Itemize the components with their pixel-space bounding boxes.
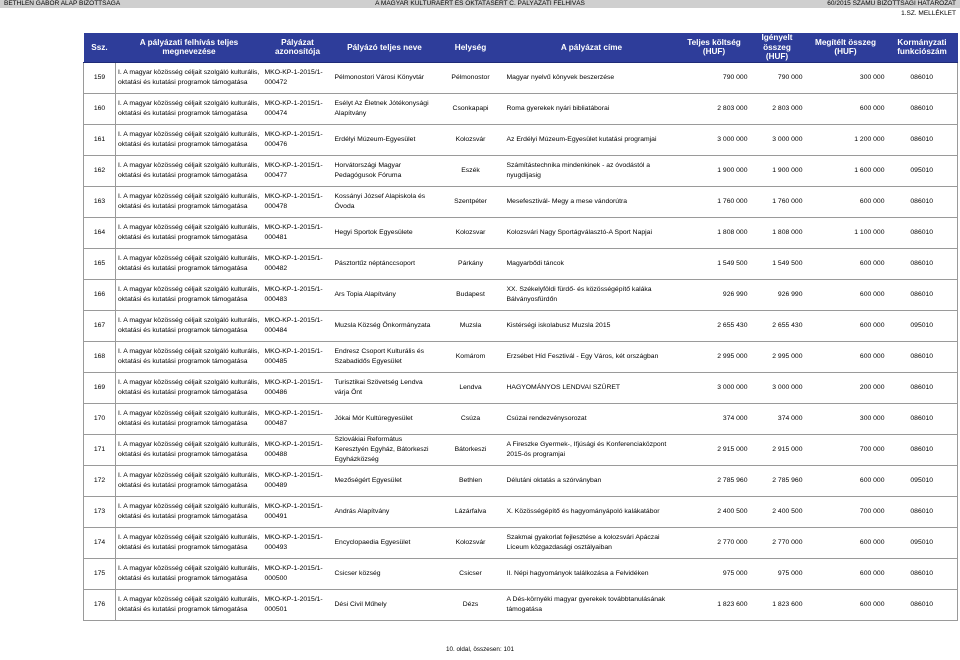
row-city: Csonkapapi xyxy=(437,93,505,124)
row-call-name: I. A magyar közösség céljait szolgáló kulturális, oktatási és kutatási programok támogatása xyxy=(116,62,263,93)
row-granted-amount: 600 000 xyxy=(805,93,887,124)
row-number: 163 xyxy=(84,186,116,217)
table-row xyxy=(84,124,958,155)
row-project-title: Az Erdélyi Múzeum-Egyesület kutatási programjai xyxy=(505,124,679,155)
row-application-id: MKO-KP-1-2015/1-000478 xyxy=(263,186,333,217)
row-number: 170 xyxy=(84,403,116,434)
row-application-id: MKO-KP-1-2015/1-000477 xyxy=(263,155,333,186)
table-body xyxy=(84,62,958,620)
row-function-code: 086010 xyxy=(887,496,958,527)
col-header-call: A pályázati felhívás teljes megnevezése xyxy=(116,33,263,62)
col-header-city: Helység xyxy=(437,33,505,62)
row-granted-amount: 600 000 xyxy=(805,589,887,620)
row-requested-amount: 1 760 000 xyxy=(750,186,805,217)
row-granted-amount: 600 000 xyxy=(805,341,887,372)
row-function-code: 086010 xyxy=(887,248,958,279)
row-application-id: MKO-KP-1-2015/1-000487 xyxy=(263,403,333,434)
row-city: Csicser xyxy=(437,558,505,589)
row-requested-amount: 2 770 000 xyxy=(750,527,805,558)
table-row xyxy=(84,186,958,217)
row-number: 162 xyxy=(84,155,116,186)
col-header-title: A pályázat címe xyxy=(505,33,679,62)
row-granted-amount: 600 000 xyxy=(805,527,887,558)
row-applicant: Mezőségért Egyesület xyxy=(333,465,437,496)
row-project-title: Magyar nyelvű könyvek beszerzése xyxy=(505,62,679,93)
col-header-requested: Igényelt összeg (HUF) xyxy=(750,33,805,62)
row-requested-amount: 3 000 000 xyxy=(750,372,805,403)
row-number: 161 xyxy=(84,124,116,155)
row-function-code: 086010 xyxy=(887,558,958,589)
row-application-id: MKO-KP-1-2015/1-000472 xyxy=(263,62,333,93)
row-requested-amount: 3 000 000 xyxy=(750,124,805,155)
row-granted-amount: 700 000 xyxy=(805,496,887,527)
row-city: Lázárfalva xyxy=(437,496,505,527)
row-number: 169 xyxy=(84,372,116,403)
row-function-code: 086010 xyxy=(887,434,958,465)
row-project-title: XX. Székelyföldi fürdő- és közösségépítő kaláka Bálványosfürdőn xyxy=(505,279,679,310)
row-granted-amount: 600 000 xyxy=(805,558,887,589)
row-project-title: HAGYOMÁNYOS LENDVAI SZÜRET xyxy=(505,372,679,403)
row-number: 160 xyxy=(84,93,116,124)
row-application-id: MKO-KP-1-2015/1-000485 xyxy=(263,341,333,372)
row-call-name: I. A magyar közösség céljait szolgáló kulturális, oktatási és kutatási programok támogatása xyxy=(116,465,263,496)
row-applicant: Szlovákiai Református Keresztyén Egyház, Bátorkeszi Egyházközség xyxy=(333,434,437,465)
row-function-code: 086010 xyxy=(887,124,958,155)
table-row xyxy=(84,589,958,620)
col-header-total: Teljes költség (HUF) xyxy=(679,33,750,62)
row-total-cost: 975 000 xyxy=(679,558,750,589)
header-resolution: 60/2015 SZÁMÚ BIZOTTSÁGI HATÁROZAT xyxy=(827,0,956,7)
row-function-code: 086010 xyxy=(887,403,958,434)
row-applicant: Pásztortűz néptánccsoport xyxy=(333,248,437,279)
row-project-title: Magyarbődi táncok xyxy=(505,248,679,279)
row-total-cost: 3 000 000 xyxy=(679,124,750,155)
row-granted-amount: 600 000 xyxy=(805,279,887,310)
row-applicant: Encyclopaedia Egyesület xyxy=(333,527,437,558)
row-call-name: I. A magyar közösség céljait szolgáló kulturális, oktatási és kutatási programok támogatása xyxy=(116,155,263,186)
row-call-name: I. A magyar közösség céljait szolgáló kulturális, oktatási és kutatási programok támogatása xyxy=(116,124,263,155)
row-project-title: Kolozsvári Nagy Sportágválasztó-A Sport Napjai xyxy=(505,217,679,248)
row-city: Kolozsvár xyxy=(437,527,505,558)
row-requested-amount: 1 900 000 xyxy=(750,155,805,186)
row-application-id: MKO-KP-1-2015/1-000474 xyxy=(263,93,333,124)
table-row xyxy=(84,527,958,558)
row-requested-amount: 1 808 000 xyxy=(750,217,805,248)
row-granted-amount: 600 000 xyxy=(805,186,887,217)
row-call-name: I. A magyar közösség céljait szolgáló kulturális, oktatási és kutatási programok támogatása xyxy=(116,496,263,527)
row-application-id: MKO-KP-1-2015/1-000481 xyxy=(263,217,333,248)
table-header-row xyxy=(84,33,958,62)
row-applicant: Dési Civil Műhely xyxy=(333,589,437,620)
row-total-cost: 2 803 000 xyxy=(679,93,750,124)
row-city: Lendva xyxy=(437,372,505,403)
row-project-title: Roma gyerekek nyári bibliatáborai xyxy=(505,93,679,124)
row-number: 166 xyxy=(84,279,116,310)
row-requested-amount: 790 000 xyxy=(750,62,805,93)
row-applicant: Horvátországi Magyar Pedagógusok Fóruma xyxy=(333,155,437,186)
table-row xyxy=(84,465,958,496)
row-city: Csúza xyxy=(437,403,505,434)
row-city: Szentpéter xyxy=(437,186,505,217)
row-application-id: MKO-KP-1-2015/1-000491 xyxy=(263,496,333,527)
grant-table-container xyxy=(83,33,957,621)
row-applicant: Erdélyi Múzeum-Egyesület xyxy=(333,124,437,155)
grant-table xyxy=(83,33,958,621)
table-row xyxy=(84,93,958,124)
table-row xyxy=(84,403,958,434)
row-granted-amount: 200 000 xyxy=(805,372,887,403)
row-applicant: Jókai Mór Kultúregyesület xyxy=(333,403,437,434)
page-footer: 10. oldal, összesen: 101 xyxy=(446,646,514,653)
row-application-id: MKO-KP-1-2015/1-000493 xyxy=(263,527,333,558)
row-requested-amount: 374 000 xyxy=(750,403,805,434)
row-city: Budapest xyxy=(437,279,505,310)
row-total-cost: 3 000 000 xyxy=(679,372,750,403)
row-requested-amount: 926 990 xyxy=(750,279,805,310)
row-granted-amount: 1 100 000 xyxy=(805,217,887,248)
row-function-code: 086010 xyxy=(887,341,958,372)
row-project-title: Mesefesztivál- Megy a mese vándorútra xyxy=(505,186,679,217)
row-function-code: 095010 xyxy=(887,155,958,186)
row-total-cost: 1 760 000 xyxy=(679,186,750,217)
row-function-code: 086010 xyxy=(887,217,958,248)
row-number: 173 xyxy=(84,496,116,527)
row-number: 165 xyxy=(84,248,116,279)
row-requested-amount: 2 915 000 xyxy=(750,434,805,465)
row-granted-amount: 1 600 000 xyxy=(805,155,887,186)
row-project-title: Kistérségi iskolabusz Muzsla 2015 xyxy=(505,310,679,341)
header-call-title: A MAGYAR KULTÚRÁÉRT ÉS OKTATÁSÉRT C. PÁLYÁZATI FELHÍVÁS xyxy=(375,0,585,7)
table-row xyxy=(84,310,958,341)
table-row xyxy=(84,279,958,310)
row-call-name: I. A magyar közösség céljait szolgáló kulturális, oktatási és kutatási programok támogatása xyxy=(116,310,263,341)
row-number: 159 xyxy=(84,62,116,93)
row-call-name: I. A magyar közösség céljait szolgáló kulturális, oktatási és kutatási programok támogatása xyxy=(116,217,263,248)
row-number: 176 xyxy=(84,589,116,620)
row-call-name: I. A magyar közösség céljait szolgáló kulturális, oktatási és kutatási programok támogatása xyxy=(116,341,263,372)
table-row xyxy=(84,155,958,186)
row-granted-amount: 300 000 xyxy=(805,62,887,93)
row-call-name: I. A magyar közösség céljait szolgáló kulturális, oktatási és kutatási programok támogatása xyxy=(116,186,263,217)
table-row xyxy=(84,217,958,248)
row-function-code: 086010 xyxy=(887,186,958,217)
row-total-cost: 1 900 000 xyxy=(679,155,750,186)
row-function-code: 095010 xyxy=(887,310,958,341)
row-city: Pélmonostor xyxy=(437,62,505,93)
row-application-id: MKO-KP-1-2015/1-000486 xyxy=(263,372,333,403)
row-total-cost: 2 655 430 xyxy=(679,310,750,341)
row-call-name: I. A magyar közösség céljait szolgáló kulturális, oktatási és kutatási programok támogatása xyxy=(116,589,263,620)
row-granted-amount: 700 000 xyxy=(805,434,887,465)
table-row xyxy=(84,372,958,403)
table-row xyxy=(84,434,958,465)
row-application-id: MKO-KP-1-2015/1-000488 xyxy=(263,434,333,465)
row-application-id: MKO-KP-1-2015/1-000476 xyxy=(263,124,333,155)
row-project-title: Csúzai rendezvénysorozat xyxy=(505,403,679,434)
row-project-title: Erzsébet Híd Fesztivál - Egy Város, két országban xyxy=(505,341,679,372)
row-application-id: MKO-KP-1-2015/1-000482 xyxy=(263,248,333,279)
row-project-title: II. Népi hagyományok találkozása a Felvidéken xyxy=(505,558,679,589)
row-city: Eszék xyxy=(437,155,505,186)
row-function-code: 095010 xyxy=(887,527,958,558)
row-function-code: 086010 xyxy=(887,589,958,620)
row-granted-amount: 600 000 xyxy=(805,465,887,496)
col-header-applicant: Pályázó teljes neve xyxy=(333,33,437,62)
row-total-cost: 2 995 000 xyxy=(679,341,750,372)
col-header-id: Pályázat azonosítója xyxy=(263,33,333,62)
row-applicant: Hegyi Sportok Egyesülete xyxy=(333,217,437,248)
row-granted-amount: 1 200 000 xyxy=(805,124,887,155)
row-city: Muzsla xyxy=(437,310,505,341)
row-project-title: A Dés-környéki magyar gyerekek továbbtanulásának támogatása xyxy=(505,589,679,620)
table-row xyxy=(84,62,958,93)
row-call-name: I. A magyar közösség céljait szolgáló kulturális, oktatási és kutatási programok támogatása xyxy=(116,248,263,279)
row-project-title: X. Közösségépítő és hagyományápoló kalákatábor xyxy=(505,496,679,527)
row-total-cost: 2 915 000 xyxy=(679,434,750,465)
row-project-title: Délutáni oktatás a szórványban xyxy=(505,465,679,496)
row-city: Komárom xyxy=(437,341,505,372)
row-city: Bátorkeszi xyxy=(437,434,505,465)
row-city: Kolozsvár xyxy=(437,124,505,155)
row-city: Kolozsvar xyxy=(437,217,505,248)
row-city: Dézs xyxy=(437,589,505,620)
row-applicant: Ars Topia Alapítvány xyxy=(333,279,437,310)
row-project-title: Számítástechnika mindenkinek - az óvodástól a nyugdíjasig xyxy=(505,155,679,186)
row-applicant: Muzsla Község Önkormányzata xyxy=(333,310,437,341)
row-requested-amount: 1 823 600 xyxy=(750,589,805,620)
row-application-id: MKO-KP-1-2015/1-000483 xyxy=(263,279,333,310)
table-row xyxy=(84,341,958,372)
row-total-cost: 2 785 960 xyxy=(679,465,750,496)
row-granted-amount: 600 000 xyxy=(805,310,887,341)
header-annex: 1.SZ. MELLÉKLET xyxy=(901,10,956,17)
row-total-cost: 2 770 000 xyxy=(679,527,750,558)
row-function-code: 086010 xyxy=(887,279,958,310)
row-function-code: 086010 xyxy=(887,62,958,93)
row-total-cost: 374 000 xyxy=(679,403,750,434)
row-total-cost: 790 000 xyxy=(679,62,750,93)
row-total-cost: 1 549 500 xyxy=(679,248,750,279)
row-call-name: I. A magyar közösség céljait szolgáló kulturális, oktatási és kutatási programok támogatása xyxy=(116,403,263,434)
row-application-id: MKO-KP-1-2015/1-000500 xyxy=(263,558,333,589)
row-call-name: I. A magyar közösség céljait szolgáló kulturális, oktatási és kutatási programok támogatása xyxy=(116,558,263,589)
row-number: 167 xyxy=(84,310,116,341)
row-requested-amount: 2 655 430 xyxy=(750,310,805,341)
row-application-id: MKO-KP-1-2015/1-000501 xyxy=(263,589,333,620)
row-city: Bethlen xyxy=(437,465,505,496)
row-function-code: 095010 xyxy=(887,465,958,496)
table-row xyxy=(84,496,958,527)
row-application-id: MKO-KP-1-2015/1-000484 xyxy=(263,310,333,341)
row-total-cost: 2 400 500 xyxy=(679,496,750,527)
row-city: Párkány xyxy=(437,248,505,279)
row-total-cost: 1 823 600 xyxy=(679,589,750,620)
col-header-func: Kormányzati funkciószám xyxy=(887,33,958,62)
row-requested-amount: 2 803 000 xyxy=(750,93,805,124)
row-call-name: I. A magyar közösség céljait szolgáló kulturális, oktatási és kutatási programok támogatása xyxy=(116,93,263,124)
row-number: 168 xyxy=(84,341,116,372)
row-granted-amount: 300 000 xyxy=(805,403,887,434)
row-applicant: András Alapítvány xyxy=(333,496,437,527)
row-function-code: 086010 xyxy=(887,372,958,403)
row-call-name: I. A magyar közösség céljait szolgáló kulturális, oktatási és kutatási programok támogatása xyxy=(116,279,263,310)
row-requested-amount: 1 549 500 xyxy=(750,248,805,279)
row-requested-amount: 2 785 960 xyxy=(750,465,805,496)
row-applicant: Endresz Csoport Kulturális és Szabadidős Egyesület xyxy=(333,341,437,372)
row-applicant: Kossányi József Alapiskola és Óvoda xyxy=(333,186,437,217)
row-project-title: Szakmai gyakorlat fejlesztése a kolozsvári Apáczai Líceum közgazdasági osztályaiban xyxy=(505,527,679,558)
row-call-name: I. A magyar közösség céljait szolgáló kulturális, oktatási és kutatási programok támogatása xyxy=(116,434,263,465)
row-number: 164 xyxy=(84,217,116,248)
row-requested-amount: 2 400 500 xyxy=(750,496,805,527)
row-number: 174 xyxy=(84,527,116,558)
row-number: 175 xyxy=(84,558,116,589)
row-call-name: I. A magyar közösség céljait szolgáló kulturális, oktatási és kutatási programok támogatása xyxy=(116,372,263,403)
table-row xyxy=(84,558,958,589)
row-applicant: Esélyt Az Életnek Jótékonysági Alapítvány xyxy=(333,93,437,124)
row-granted-amount: 600 000 xyxy=(805,248,887,279)
row-number: 172 xyxy=(84,465,116,496)
row-applicant: Csicser község xyxy=(333,558,437,589)
row-application-id: MKO-KP-1-2015/1-000489 xyxy=(263,465,333,496)
col-header-granted: Megítélt összeg (HUF) xyxy=(805,33,887,62)
col-header-num: Ssz. xyxy=(84,33,116,62)
row-total-cost: 926 990 xyxy=(679,279,750,310)
row-function-code: 086010 xyxy=(887,93,958,124)
row-project-title: A Fireszke Gyermek-, Ifjúsági és Konferenciaközpont 2015-ös programjai xyxy=(505,434,679,465)
row-applicant: Pélmonostori Városi Könyvtár xyxy=(333,62,437,93)
row-requested-amount: 2 995 000 xyxy=(750,341,805,372)
table-row xyxy=(84,248,958,279)
row-call-name: I. A magyar közösség céljait szolgáló kulturális, oktatási és kutatási programok támogatása xyxy=(116,527,263,558)
header-organization: BETHLEN GÁBOR ALAP BIZOTTSÁGA xyxy=(4,0,121,7)
row-number: 171 xyxy=(84,434,116,465)
row-total-cost: 1 808 000 xyxy=(679,217,750,248)
row-requested-amount: 975 000 xyxy=(750,558,805,589)
row-applicant: Turisztikai Szövetség Lendva várja Önt xyxy=(333,372,437,403)
